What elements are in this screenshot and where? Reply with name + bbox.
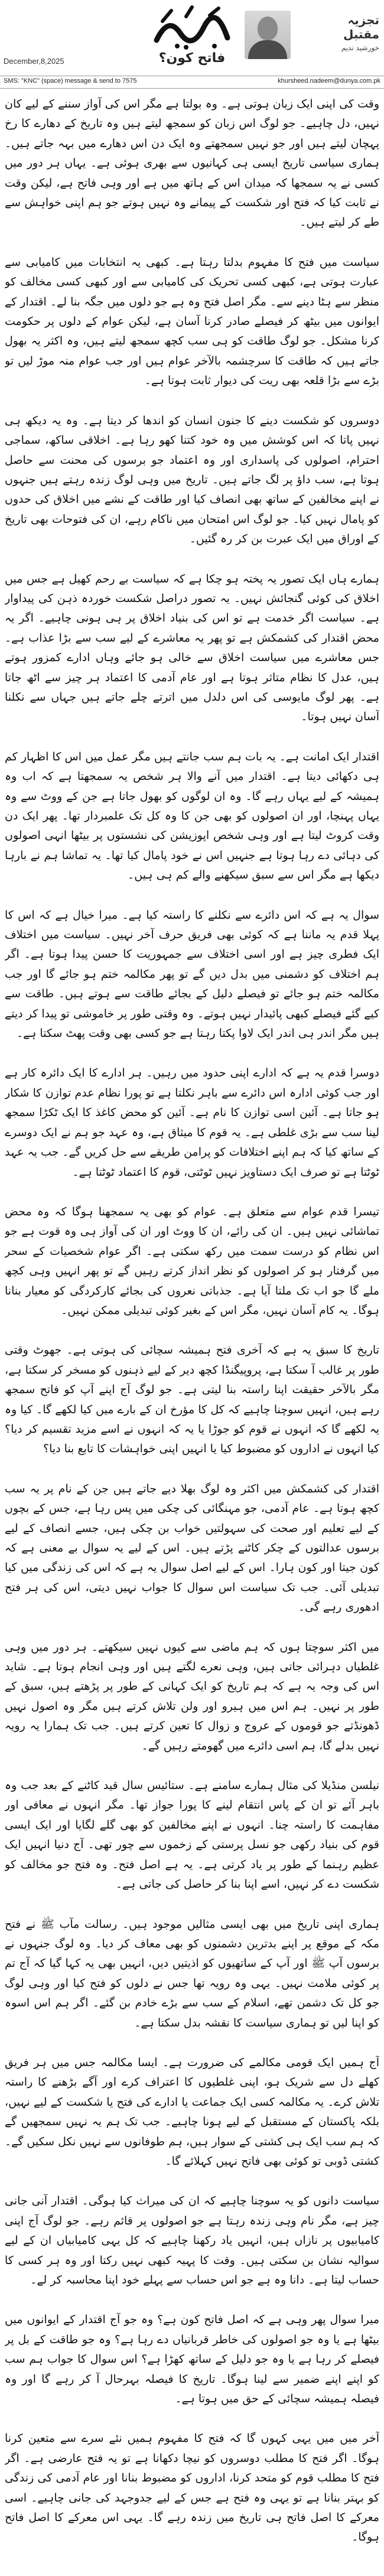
logo-mark-icon [145, 4, 239, 54]
article-paragraph: وقت کی اپنی ایک زبان ہوتی ہے۔ وہ بولتا ہے مگر اس کی آواز سننے کے لیے کان نہیں، دل چاہیے۔ جو لوگ اس زبان کو سمجھ لیتے ہیں وہ تاریخ کے دھارے کا رخ پہچان لیتے ہیں اور جو نہیں سمجھتے وہ ایک دن اس دھارے میں بہہ جاتے ہیں۔ ہماری سیاسی تاریخ ایسی ہی کہانیوں سے بھری ہوئی ہے۔ یہاں ہر دور میں کسی نے یہ سمجھا کہ میدان اس کے ہاتھ میں ہے اور وہی فاتح ہے، لیکن وقت نے ثابت کیا کہ فتح اور شکست کے پیمانے وہ نہیں ہوتے جو ہم اپنی خواہش سے طے کر لیتے ہیں۔ [5, 97, 379, 229]
article-paragraph: تاریخ کا سبق یہ ہے کہ آخری فتح ہمیشہ سچائی کی ہوتی ہے۔ جھوٹ وقتی طور پر غالب آ سکتا ہے، پروپیگنڈا کچھ دیر کے لیے ذہنوں کو مسخر کر سکتا ہے، مگر بالآخر حقیقت اپنا راستہ بنا لیتی ہے۔ جو لوگ آج اپنے آپ کو فاتح سمجھ رہے ہیں، انہیں سوچنا چاہیے کہ کل کا مؤرخ ان کے بارے میں کیا لکھے گا۔ کیا وہ یہ لکھے گا کہ انہوں نے قوم کو جوڑا یا یہ کہ انہوں نے اسے مزید تقسیم کر دیا؟ کیا انہوں نے اداروں کو مضبوط کیا یا انہیں اپنی خواہشات کا تابع بنا دیا؟ [5, 1344, 379, 1456]
article-paragraph: آخر میں میں یہی کہوں گا کہ فتح کا مفہوم ہمیں نئے سرے سے متعین کرنا ہوگا۔ اگر فتح کا مطلب دوسروں کو نیچا دکھانا ہے تو یہ فتح عارضی ہے۔ اگر فتح کا مطلب قوم کو متحد کرنا، اداروں کو مضبوط بنانا اور عام آدمی کی زندگی کو بہتر بنانا ہے تو یہی وہ فتح ہے جس کے لیے جدوجہد کی جانی چاہیے۔ اسی معرکے کا اصل فاتح ہی تاریخ میں زندہ رہے گا۔ یہی اس معرکے کا اصل فاتح ہوگا۔ [5, 2432, 379, 2544]
author-email[interactable]: khursheed.nadeem@dunya.com.pk [278, 77, 380, 84]
article-paragraph: ہماری اپنی تاریخ میں بھی ایسی مثالیں موجود ہیں۔ رسالت مآب ﷺ نے فتح مکہ کے موقع پر اپنے بدترین دشمنوں کو بھی معاف کر دیا۔ وہ لوگ جنہوں نے برسوں آپ ﷺ اور آپ کے ساتھیوں کو اذیتیں دیں، انہیں بھی یہ کہا گیا کہ آج تم پر کوئی ملامت نہیں۔ یہی وہ رویہ تھا جس نے دلوں کو فتح کیا اور وہی لوگ جو کل تک دشمن تھے، اسلام کے سب سے بڑے خادم بن گئے۔ اگر ہم اس اسوہ کو اپنا لیں تو ہماری سیاست کا نقشہ بدل سکتا ہے۔ [5, 1917, 379, 2029]
publish-date: December,8,2025 [4, 57, 64, 66]
masthead [0, 0, 384, 89]
contact-bar [0, 76, 384, 89]
article-paragraph: سیاست دانوں کو یہ سوچنا چاہیے کہ ان کی میراث کیا ہوگی۔ اقتدار آنی جانی چیز ہے، مگر نام وہی زندہ رہتا ہے جو اصولوں پر قائم رہے۔ جو لوگ آج اپنی کامیابیوں پر نازاں ہیں، انہیں یاد رکھنا چاہیے کہ کل یہی کامیابیاں ان کے لیے سوالیہ نشان بن سکتی ہیں۔ وقت کا پہیہ کبھی نہیں رکتا اور وہ ہر کسی کا حساب لیتا ہے۔ دانا وہ ہے جو اس حساب سے پہلے خود اپنا محاسبہ کر لے۔ [5, 2194, 379, 2286]
column-name-line1: تجزیہ [347, 13, 379, 27]
article-paragraph: اقتدار ایک امانت ہے۔ یہ بات ہم سب جانتے ہیں مگر عمل میں اس کا اظہار کم ہی دکھائی دیتا ہے۔ اقتدار میں آنے والا ہر شخص یہ سمجھتا ہے کہ اب وہ ہمیشہ کے لیے یہاں رہے گا۔ وہ ان لوگوں کو بھول جاتا ہے جن کے ووٹ سے وہ یہاں پہنچا، اور ان اصولوں کو بھی جن کا وہ کل تک علمبردار تھا۔ پھر ایک دن وقت کروٹ لیتا ہے اور وہی شخص اپوزیشن کی نشستوں پر بیٹھا انہی اصولوں کی دہائی دے رہا ہوتا ہے جنہیں اس نے خود پامال کیا تھا۔ یہ تماشا ہم نے بارہا دیکھا ہے مگر اس سے سبق سیکھنے والے کم ہی ہیں۔ [5, 750, 379, 882]
article-paragraph: آج ہمیں ایک قومی مکالمے کی ضرورت ہے۔ ایسا مکالمہ جس میں ہر فریق کھلے دل سے شریک ہو، اپنی غلطیوں کا اعتراف کرے اور آگے بڑھنے کا راستہ تلاش کرے۔ یہ مکالمہ کسی ایک جماعت یا ادارے کی فتح یا شکست کے لیے نہیں، بلکہ پاکستان کے مستقبل کے لیے ہونا چاہیے۔ جب تک ہم یہ نہیں سمجھیں گے کہ ہم سب ایک ہی کشتی کے سوار ہیں، ہم طوفانوں سے نہیں نکل سکیں گے۔ کشتی ڈوبی تو کوئی بھی فاتح نہیں کہلائے گا۔ [5, 2055, 379, 2168]
author-avatar [245, 11, 291, 59]
column-name-line2: مقتبل [343, 27, 379, 41]
sms-info: SMS: "KNC" (space) message & send to 7575 [4, 77, 137, 84]
article-paragraph: نیلسن منڈیلا کی مثال ہمارے سامنے ہے۔ ستائیس سال قید کاٹنے کے بعد جب وہ باہر آئے تو ان کے پاس انتقام لینے کا پورا جواز تھا۔ مگر انہوں نے معافی اور مفاہمت کا راستہ چنا۔ انہوں نے اپنے مخالفین کو بھی گلے لگایا اور ایک ایسی قوم کی بنیاد رکھی جو نسل پرستی کے زخموں سے چور تھی۔ آج دنیا انہیں ایک عظیم رہنما کے طور پر یاد کرتی ہے۔ یہ ہے اصل فتح۔ وہ فتح جو مخالف کو شکست دے کر نہیں، اسے اپنا بنا کر حاصل کی جاتی ہے۔ [5, 1779, 379, 1891]
byline-row [0, 13, 384, 77]
article-paragraph: دوسرا قدم یہ ہے کہ ادارے اپنی حدود میں رہیں۔ ہر ادارے کا ایک دائرہ کار ہے اور جب کوئی ادارہ اس دائرے سے باہر نکلتا ہے تو پورا نظام عدم توازن کا شکار ہو جاتا ہے۔ آئین اسی توازن کا نام ہے۔ آئین کو محض کاغذ کا ایک ٹکڑا سمجھ لینا سب سے بڑی غلطی ہے۔ یہ قوم کا میثاق ہے، وہ عہد جو ہم نے ایک دوسرے کے ساتھ کیا کہ ہم اپنے اختلافات کو پرامن طریقے سے حل کریں گے۔ جب یہ عہد ٹوٹتا ہے تو صرف ایک دستاویز نہیں ٹوٹتی، قوم کا اعتماد ٹوٹتا ہے۔ [5, 1066, 379, 1179]
article-title: فاتح کون؟ [158, 51, 226, 66]
article-paragraph: سیاست میں فتح کا مفہوم بدلتا رہتا ہے۔ کبھی یہ انتخابات میں کامیابی سے عبارت ہوتی ہے، کبھی کسی تحریک کی کامیابی سے اور کبھی کسی مخالف کو منظر سے ہٹا دینے سے۔ مگر اصل فتح وہ ہے جو دلوں میں جگہ بنا لے۔ اقتدار کے ایوانوں میں بیٹھ کر فیصلے صادر کرنا آسان ہے، لیکن عوام کے دلوں پر حکومت کرنا مشکل۔ جو لوگ طاقت کو ہی سب کچھ سمجھ لیتے ہیں، وہ اکثر یہ بھول جاتے ہیں کہ طاقت کا سرچشمہ بالآخر عوام ہیں اور جب عوام منہ موڑ لیں تو بڑے سے بڑا قلعہ بھی ریت کی دیوار ثابت ہوتا ہے۔ [5, 255, 379, 388]
avatar-shoulders-shape [248, 40, 287, 59]
article-paragraph: میرا سوال پھر وہی ہے کہ اصل فاتح کون ہے؟ وہ جو آج اقتدار کے ایوانوں میں بیٹھا ہے یا وہ جو اصولوں کی خاطر قربانیاں دے رہا ہے؟ وہ جو طاقت کے بل پر فیصلے کر رہا ہے یا وہ جو دلیل کے ساتھ کھڑا ہے؟ اس سوال کا جواب ہم سب کو اپنے اپنے ضمیر سے لینا ہوگا۔ تاریخ کا فیصلہ بہرحال آ کر رہے گا اور وہ فیصلہ ہمیشہ سچائی کے حق میں ہوتا ہے۔ [5, 2313, 379, 2406]
author-name: خورشید ندیم [341, 44, 379, 52]
article-paragraph: ہمارے ہاں ایک تصور یہ پختہ ہو چکا ہے کہ سیاست بے رحم کھیل ہے جس میں اخلاق کی کوئی گنجائش نہیں۔ یہ تصور دراصل شکست خوردہ ذہن کی پیداوار ہے۔ سیاست اگر خدمت ہے تو اس کی بنیاد اخلاق پر ہی ہونی چاہیے۔ اگر یہ محض اقتدار کی کشمکش ہے تو پھر یہ معاشرے کے لیے سب سے بڑا عذاب ہے۔ جس معاشرے میں سیاست اخلاق سے خالی ہو جائے وہاں ادارے کمزور ہوتے ہیں، عدل کا نظام متاثر ہوتا ہے اور عام آدمی کا اعتماد ہر چیز سے اٹھ جاتا ہے۔ پھر لوگ مایوسی کی اس دلدل میں اترتے چلے جاتے ہیں جہاں سے نکلنا آسان نہیں ہوتا۔ [5, 572, 379, 724]
article-paragraph: دوسروں کو شکست دینے کا جنون انسان کو اندھا کر دیتا ہے۔ وہ یہ دیکھ ہی نہیں پاتا کہ اس کوشش میں وہ خود کتنا کھو رہا ہے۔ اخلاقی ساکھ، سماجی احترام، اصولوں کی پاسداری اور وہ اعتماد جو برسوں کی محنت سے حاصل ہوتا ہے، سب داؤ پر لگ جاتے ہیں۔ تاریخ میں وہی لوگ زندہ رہتے ہیں جنہوں نے اپنے مخالفین کے ساتھ بھی انصاف کیا اور طاقت کے نشے میں اخلاق کی حدوں کو پامال نہیں کیا۔ جو لوگ اس امتحان میں ناکام رہے، ان کی فتوحات بھی تاریخ کے اوراق میں ایک عبرت بن کر رہ گئیں۔ [5, 414, 379, 546]
author-block [243, 11, 379, 70]
article-paragraph: سوال یہ ہے کہ اس دائرے سے نکلنے کا راستہ کیا ہے۔ میرا خیال ہے کہ اس کا پہلا قدم یہ ماننا ہے کہ کوئی بھی فریق حرف آخر نہیں۔ سیاست میں اختلاف ایک فطری چیز ہے اور اسی اختلاف سے جمہوریت کا حسن پیدا ہوتا ہے۔ اگر ہم اختلاف کو دشمنی میں بدل دیں گے تو پھر مکالمہ ختم ہو جائے گا اور جب مکالمہ ختم ہو جائے تو فیصلے دلیل کے بجائے طاقت سے ہوتے ہیں۔ طاقت سے کیے گئے فیصلے کبھی پائیدار نہیں ہوتے۔ وہ وقتی طور پر خاموشی تو پیدا کر دیتے ہیں مگر اندر ہی اندر ایک لاوا پکتا رہتا ہے جو کسی بھی وقت پھٹ سکتا ہے۔ [5, 908, 379, 1040]
column-name [297, 13, 379, 41]
article-paragraph: میں اکثر سوچتا ہوں کہ ہم ماضی سے کیوں نہیں سیکھتے۔ ہر دور میں وہی غلطیاں دہرائی جاتی ہیں، وہی نعرے لگتے ہیں اور وہی انجام ہوتا ہے۔ شاید اس کی وجہ یہ ہے کہ ہم تاریخ کو ایک کہانی کے طور پر پڑھتے ہیں، سبق کے طور پر نہیں۔ ہم اس میں ہیرو اور ولن تلاش کرتے ہیں مگر وہ اصول نہیں ڈھونڈتے جو قوموں کے عروج و زوال کا تعین کرتے ہیں۔ جب تک ہمارا یہ رویہ نہیں بدلے گا، ہم اسی دائرے میں گھومتے رہیں گے۔ [5, 1640, 379, 1752]
article-paragraph: تیسرا قدم عوام سے متعلق ہے۔ عوام کو بھی یہ سمجھنا ہوگا کہ وہ محض تماشائی نہیں ہیں۔ ان کی رائے، ان کا ووٹ اور ان کی آواز ہی وہ قوت ہے جو اس نظام کو درست سمت میں رکھ سکتی ہے۔ اگر عوام شخصیات کے سحر میں گرفتار ہو کر اصولوں کو نظر انداز کرتے رہیں گے تو پھر انہیں وہی کچھ ملے گا جو اب تک ملتا آیا ہے۔ جذباتی نعروں کی بجائے کارکردگی کو معیار بنانا ہوگا۔ یہ کام آسان نہیں، مگر اس کے بغیر کوئی تبدیلی ممکن نہیں۔ [5, 1205, 379, 1317]
avatar-head-shape [258, 17, 278, 40]
article-paragraph: اقتدار کی کشمکش میں اکثر وہ لوگ بھلا دیے جاتے ہیں جن کے نام پر یہ سب کچھ ہوتا ہے۔ عام آدمی، جو مہنگائی کی چکی میں پس رہا ہے، جس کے بچوں کے لیے تعلیم اور صحت کی سہولتیں خواب بن چکی ہیں، جسے انصاف کے لیے برسوں عدالتوں کے چکر کاٹنے پڑتے ہیں۔ اس کے لیے یہ سوال بے معنی ہے کہ کون جیتا اور کون ہارا۔ اس کے لیے اصل سوال یہ ہے کہ اس کی زندگی میں کیا تبدیلی آئی۔ جب تک سیاست اس سوال کا جواب نہیں دیتی، اس کی ہر فتح ادھوری رہے گی۔ [5, 1482, 379, 1614]
newspaper-logo [145, 4, 239, 54]
article-body [5, 95, 379, 2564]
